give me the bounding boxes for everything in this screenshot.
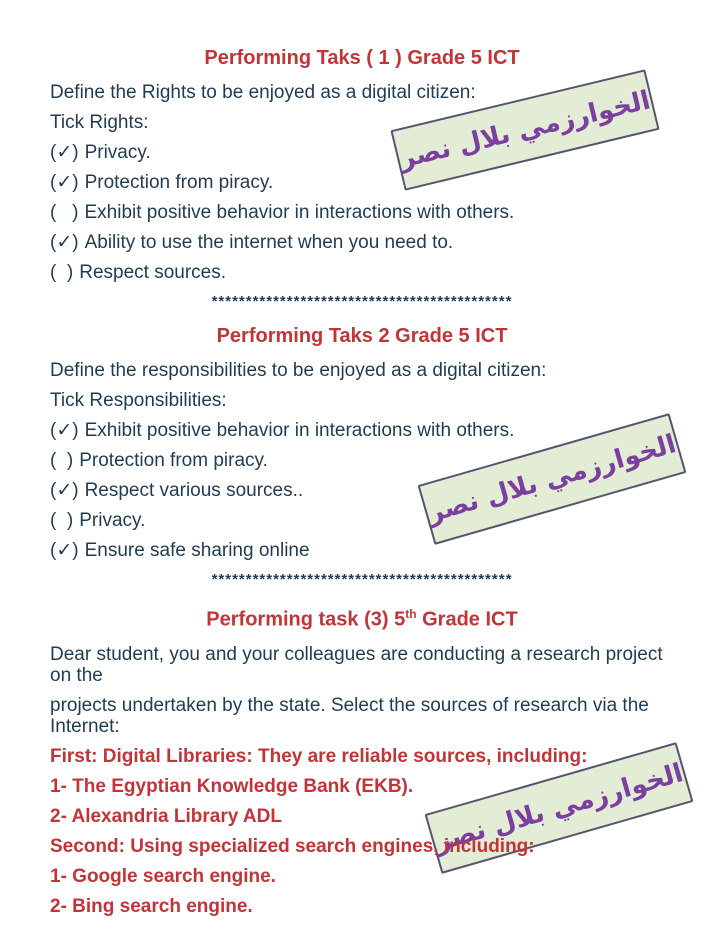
intro-line: Tick Rights: — [50, 112, 149, 133]
tick-mark: (✓) — [50, 540, 79, 561]
tick-mark: (✓) — [50, 420, 79, 441]
intro-line: Define the Rights to be enjoyed as a digital citizen: — [50, 82, 476, 103]
red-list-line: 2- Bing search engine. — [50, 895, 253, 917]
section-2-title: Performing Taks 2 Grade 5 ICT — [216, 325, 508, 347]
tick-item — [50, 142, 674, 163]
red-list-line: First: Digital Libraries: They are reliable sources, including: — [50, 745, 588, 767]
tick-item — [50, 232, 674, 253]
paragraph-line: Dear student, you and your colleagues are conducting a research project on the — [50, 643, 663, 686]
tick-mark: (✓) — [50, 142, 79, 163]
tick-label: Exhibit positive behavior in interactions with others. — [84, 420, 515, 441]
tick-item — [50, 262, 674, 283]
red-list-line: 1- Google search engine. — [50, 865, 276, 887]
tick-item — [50, 202, 674, 223]
intro-line: Define the responsibilities to be enjoyed as a digital citizen: — [50, 360, 547, 381]
tick-label: Exhibit positive behavior in interactions with others. — [84, 202, 515, 223]
tick-label: Privacy. — [84, 142, 151, 163]
watermark-text: الخوارزمي بلال نصر — [431, 758, 687, 858]
red-list-line: 2- Alexandria Library ADL — [50, 805, 282, 827]
tick-item — [50, 172, 674, 193]
paragraph-line: projects undertaken by the state. Select the sources of research via the Internet: — [50, 694, 649, 737]
tick-mark: ( ) — [50, 510, 74, 531]
tick-item — [50, 510, 674, 531]
title-text: Performing task (3) 5 — [206, 608, 406, 631]
tick-label: Protection from piracy. — [84, 172, 274, 193]
tick-mark: ( ) — [50, 262, 74, 283]
tick-item — [50, 450, 674, 471]
red-list-line: 1- The Egyptian Knowledge Bank (EKB). — [50, 775, 414, 797]
tick-item — [50, 420, 674, 441]
section-task-2 — [50, 324, 674, 561]
tick-mark: ( ) — [50, 450, 74, 471]
title-text: Grade ICT — [416, 608, 518, 631]
tick-item — [50, 540, 674, 561]
tick-label: Respect various sources.. — [84, 480, 304, 501]
tick-label: Protection from piracy. — [79, 450, 268, 471]
tick-mark: (✓) — [50, 232, 79, 253]
superscript-th: th — [405, 607, 417, 621]
tick-mark: ( ) — [50, 202, 79, 223]
tick-label: Respect sources. — [79, 262, 227, 283]
section-3-title — [50, 602, 674, 632]
tick-mark: (✓) — [50, 172, 79, 193]
section-1-title: Performing Taks ( 1 ) Grade 5 ICT — [204, 47, 520, 69]
intro-line: Tick Responsibilities: — [50, 390, 227, 411]
watermark-text: الخوارزمي بلال نصر — [424, 429, 680, 529]
tick-label: Ensure safe sharing online — [84, 540, 310, 561]
asterisk-separator: ******************************************** — [211, 571, 513, 588]
tick-label: Privacy. — [79, 510, 146, 531]
tick-label: Ability to use the internet when you need to. — [84, 232, 454, 253]
watermark-text: الخوارزمي بلال نصر — [396, 85, 654, 175]
red-list-line: Second: Using specialized search engines, including: — [50, 835, 535, 857]
tick-item — [50, 480, 674, 501]
section-task-3 — [50, 602, 674, 917]
asterisk-separator: ******************************************** — [211, 293, 513, 310]
tick-mark: (✓) — [50, 480, 79, 501]
section-task-1 — [50, 46, 674, 283]
